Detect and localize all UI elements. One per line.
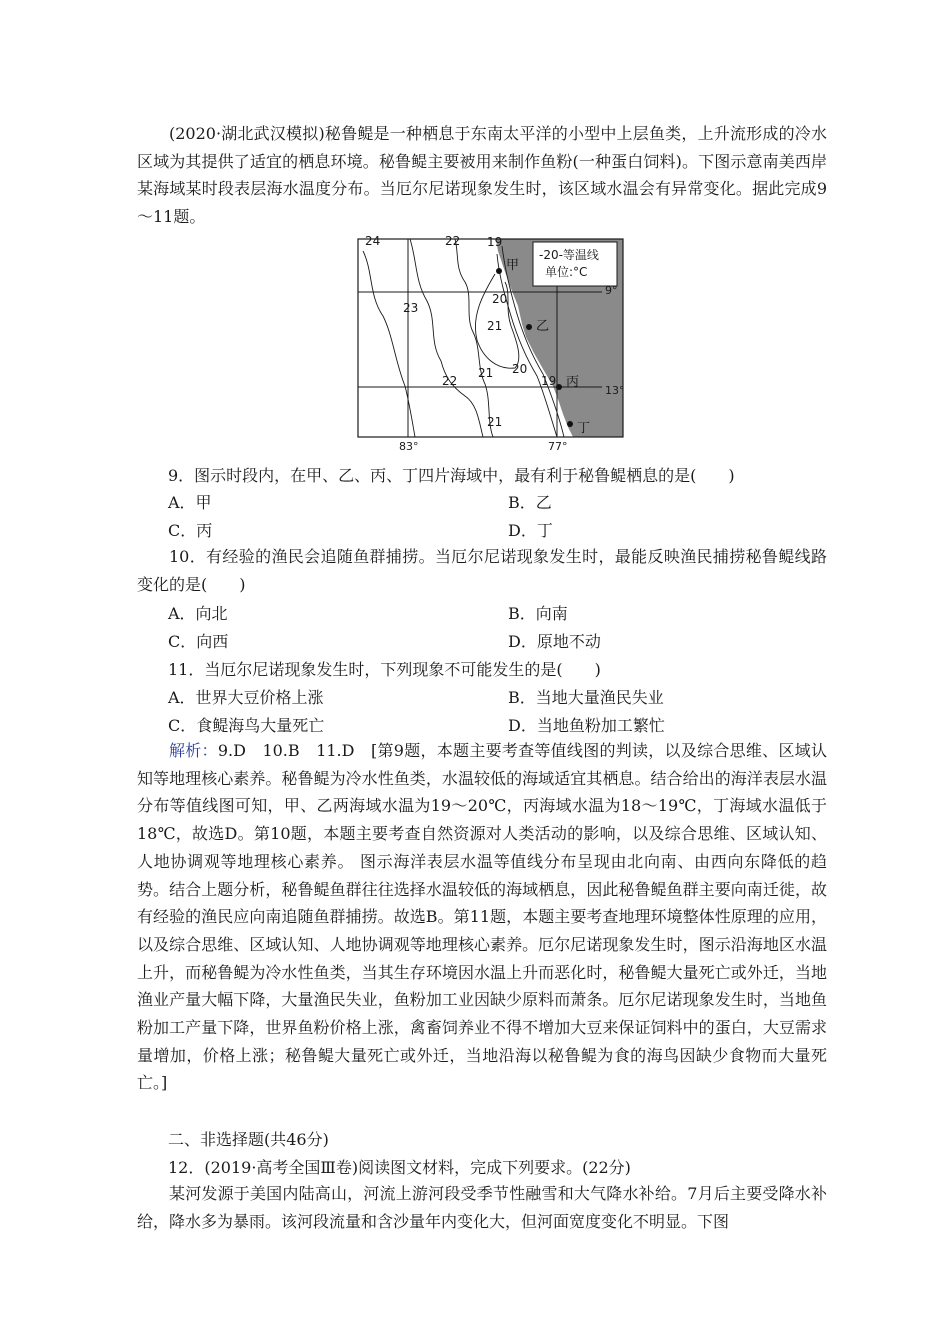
temp-20-north: 20 bbox=[492, 292, 508, 306]
lat-9: 9° bbox=[605, 284, 618, 297]
q11-option-b: B．当地大量渔民失业 bbox=[508, 688, 664, 707]
place-jia: 甲 bbox=[506, 258, 520, 273]
question-12-stem: 12．(2019·高考全国Ⅲ卷)阅读图文材料，完成下列要求。(22分) bbox=[168, 1158, 631, 1177]
q9-option-b: B．乙 bbox=[508, 493, 552, 512]
q11-option-c: C．食鳀海鸟大量死亡 bbox=[168, 716, 325, 735]
temp-24: 24 bbox=[365, 236, 381, 248]
temp-21-south: 21 bbox=[487, 415, 503, 429]
temp-22-south: 22 bbox=[442, 374, 458, 388]
q10-option-b: B．向南 bbox=[508, 604, 568, 623]
question-11-stem: 11．当厄尔尼诺现象发生时，下列现象不可能发生的是( ) bbox=[168, 660, 601, 679]
marker-jia bbox=[496, 268, 502, 274]
q10-option-a: A．向北 bbox=[168, 604, 228, 623]
temp-19-north: 19 bbox=[487, 236, 503, 249]
q11-option-d: D．当地鱼粉加工繁忙 bbox=[508, 716, 665, 735]
lon-83: 83° bbox=[399, 440, 419, 453]
analysis-body: 9.D 10.B 11.D [第9题，本题主要考查等值线图的判读，以及综合思维、区域认知等地理核心素养。秘鲁鳀为冷水性鱼类，水温较低的海域适宜其栖息。结合给出的海洋表层水温分布等值线图可知，甲、乙两海域水温为19～20℃，丙海域水温为18～19℃，丁海域水温低于18℃，故选D。第10题，本题主要考查自然资源对人类活动的影响，以及综合思维、区域认知、人地协调观等地理核心素养。 图示海洋表层水温等值线分布呈现由北向南、由西向东降低的趋势。结合上题分析，秘鲁鳀鱼群往往选择水温较低的海域栖息，因此秘鲁鳀鱼群主要向南迁徙，故有经验的渔民应向南追随鱼群捕捞。故选B。第11题，本题主要考查地理环境整体性原理的应用，以及综合思维、区域认知、人地协调观等地理核心素养。厄尔尼诺现象发生时，图示沿海地区水温上升，而秘鲁鳀为冷水性鱼类，当其生存环境因水温上升而恶化时，秘鲁鳀大量死亡或外迁，当地渔业产量大幅下降，大量渔民失业，鱼粉加工业因缺少原料而萧条。厄尔尼诺现象发生时，当地鱼粉加工产量下降，世界鱼粉价格上涨，禽畜饲养业不得不增加大豆来保证饲料中的蛋白，大豆需求量增加，价格上涨；秘鲁鳀大量死亡或外迁，当地沿海以秘鲁鳀为食的海鸟因缺少食物而大量死亡。] bbox=[137, 741, 827, 1093]
marker-ding bbox=[567, 421, 573, 427]
marker-yi bbox=[526, 324, 532, 330]
q9-option-d: D．丁 bbox=[508, 521, 553, 540]
sea-temperature-map bbox=[355, 236, 625, 455]
q11-option-a: A．世界大豆价格上涨 bbox=[168, 688, 324, 707]
temp-21-mid: 21 bbox=[478, 366, 494, 380]
temp-23: 23 bbox=[403, 301, 419, 315]
temp-19-south: 19 bbox=[541, 374, 557, 388]
temp-21-center: 21 bbox=[487, 319, 503, 333]
section-2-heading: 二、非选择题(共46分) bbox=[168, 1130, 329, 1149]
question-12-material: 某河发源于美国内陆高山，河流上游河段受季节性融雪和大气降水补给。7月后主要受降水补给，降水多为暴雨。该河段流量和含沙量年内变化大，但河面宽度变化不明显。下图 bbox=[137, 1184, 827, 1231]
intro-paragraph: (2020·湖北武汉模拟)秘鲁鳀是一种栖息于东南太平洋的小型中上层鱼类，上升流形成的冷水区域为其提供了适宜的栖息环境。秘鲁鳀主要被用来制作鱼粉(一种蛋白饲料)。下图示意南美西岸某海域某时段表层海水温度分布。当厄尔尼诺现象发生时，该区域水温会有异常变化。据此完成9～11题。 bbox=[137, 124, 827, 227]
lon-77: 77° bbox=[548, 440, 568, 453]
q9-option-a: A．甲 bbox=[168, 493, 212, 512]
lat-13: 13° bbox=[605, 384, 625, 397]
legend-unit: 单位:°C bbox=[545, 265, 588, 279]
temp-22-north: 22 bbox=[445, 236, 461, 248]
place-bing: 丙 bbox=[566, 375, 580, 390]
temp-20-mid: 20 bbox=[512, 362, 528, 376]
analysis-label: 解析： bbox=[169, 741, 218, 760]
q9-option-c: C．丙 bbox=[168, 521, 213, 540]
q10-option-c: C．向西 bbox=[168, 632, 229, 651]
analysis-paragraph bbox=[137, 737, 827, 1097]
marker-bing bbox=[556, 384, 562, 390]
legend-isotherm: -20-等温线 bbox=[539, 248, 599, 262]
question-9-stem: 9．图示时段内，在甲、乙、丙、丁四片海域中，最有利于秘鲁鳀栖息的是( ) bbox=[168, 466, 735, 485]
q10-option-d: D．原地不动 bbox=[508, 632, 601, 651]
place-yi: 乙 bbox=[536, 319, 550, 334]
place-ding: 丁 bbox=[577, 421, 591, 436]
question-10-stem: 10．有经验的渔民会追随鱼群捕捞。当厄尔尼诺现象发生时，最能反映渔民捕捞秘鲁鳀线路变化的是( ) bbox=[137, 547, 827, 594]
